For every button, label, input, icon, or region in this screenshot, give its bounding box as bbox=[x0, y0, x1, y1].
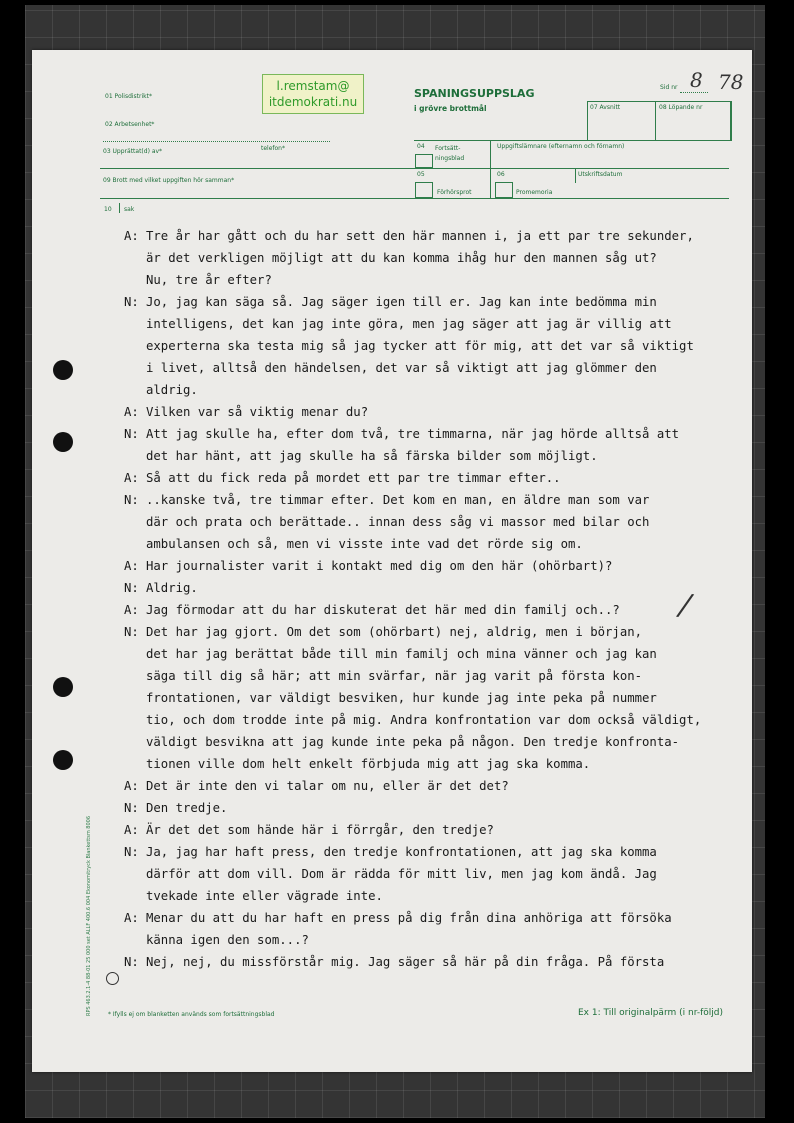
field-sak: sak bbox=[124, 206, 135, 213]
line-text: Har journalister varit i kontakt med dig om den här (ohörbart)? bbox=[146, 559, 613, 573]
line-text: det har hänt, att jag skulle ha så färska bilder som möjligt. bbox=[146, 449, 598, 463]
transcript-line bbox=[124, 863, 724, 885]
line-text: Det har jag gjort. Om det som (ohörbart) nej, aldrig, men i början, bbox=[146, 625, 643, 639]
transcript-line bbox=[124, 621, 724, 643]
page-handwritten: 78 bbox=[718, 70, 744, 94]
line-text: tio, och dom trodde inte på mig. Andra konfrontation var dom också väldigt, bbox=[146, 713, 702, 727]
line-text: Vilken var så viktig menar du? bbox=[146, 405, 369, 419]
speaker-label: N: bbox=[124, 581, 139, 595]
transcript-line bbox=[124, 555, 724, 577]
rule bbox=[119, 203, 120, 213]
line-text: tvekade inte eller vägrade inte. bbox=[146, 889, 383, 903]
transcript-line bbox=[124, 577, 724, 599]
line-text: där och prata och berättade.. innan dess såg vi massor med bilar och bbox=[146, 515, 650, 529]
line-text: därför att dom vill. Dom är rädda för mitt liv, men jag kom ändå. Jag bbox=[146, 867, 657, 881]
checkbox-forhorsprot bbox=[415, 182, 433, 198]
punch-hole bbox=[53, 677, 73, 697]
transcript-line bbox=[124, 687, 724, 709]
field-fortsattning-l2: ningsblad bbox=[435, 155, 465, 162]
field-brott: 09 Brott med vilket uppgiften hör samman* bbox=[103, 177, 235, 184]
line-text: Nu, tre år efter? bbox=[146, 273, 272, 287]
field-forhorsprot-num: 05 bbox=[417, 171, 425, 178]
sid-handwritten: 8 bbox=[690, 68, 703, 92]
transcript-line bbox=[124, 533, 724, 555]
transcript-line bbox=[124, 225, 724, 247]
speaker-label: A: bbox=[124, 911, 139, 925]
line-text: Så att du fick reda på mordet ett par tre timmar efter.. bbox=[146, 471, 561, 485]
line-text: Jag förmodar att du har diskuterat det här med din familj och..? bbox=[146, 603, 620, 617]
line-text: i livet, alltså den händelsen, det var så viktigt att jag glömmer den bbox=[146, 361, 657, 375]
field-upprattat: 03 Upprättat(d) av* bbox=[103, 148, 163, 155]
speaker-label: N: bbox=[124, 493, 139, 507]
line-text: Ja, jag har haft press, den tredje konfrontationen, att jag ska komma bbox=[146, 845, 657, 859]
transcript-line bbox=[124, 731, 724, 753]
field-forhorsprot: Förhörsprot bbox=[437, 189, 472, 196]
transcript-line bbox=[124, 841, 724, 863]
line-text: Tre år har gått och du har sett den här mannen i, ja ett par tre sekunder, bbox=[146, 229, 694, 243]
line-text: aldrig. bbox=[146, 383, 198, 397]
transcript-line bbox=[124, 643, 724, 665]
stamp-line-1: l.remstam@ bbox=[276, 79, 350, 93]
transcript-line bbox=[124, 775, 724, 797]
rule bbox=[490, 140, 491, 198]
transcript-line bbox=[124, 247, 724, 269]
transcript-line bbox=[124, 797, 724, 819]
form-subtitle: i grövre brottmål bbox=[414, 104, 487, 113]
field-avsnitt: 07 Avsnitt bbox=[590, 104, 621, 111]
line-text: intelligens, det kan jag inte göra, men jag säger att jag är villig att bbox=[146, 317, 672, 331]
footer-note: * Ifylls ej om blanketten används som fortsättningsblad bbox=[108, 1011, 275, 1018]
line-text: Nej, nej, du missförstår mig. Jag säger så här på din fråga. På första bbox=[146, 955, 665, 969]
transcript-line bbox=[124, 599, 724, 621]
line-text: Att jag skulle ha, efter dom två, tre timmarna, när jag hörde alltså att bbox=[146, 427, 680, 441]
checkbox-promemoria bbox=[495, 182, 513, 198]
transcript-line bbox=[124, 291, 724, 313]
sid-dotted-line bbox=[680, 92, 708, 93]
punch-hole bbox=[53, 432, 73, 452]
line-text: säga till dig så här; att min svärfar, när jag varit på första kon- bbox=[146, 669, 643, 683]
speaker-label: A: bbox=[124, 229, 139, 243]
transcript-line bbox=[124, 951, 724, 973]
line-text: ambulansen och så, men vi visste inte vad det rörde sig om. bbox=[146, 537, 583, 551]
side-print: RPS 463.2.1-4 88-01 25 000 set ALLF 400.6 004 Ekonomitryck Blankettsm 8006 bbox=[86, 815, 92, 1016]
speaker-label: A: bbox=[124, 779, 139, 793]
form-title: SPANINGSUPPSLAG bbox=[414, 87, 535, 100]
transcript-line bbox=[124, 269, 724, 291]
speaker-label: A: bbox=[124, 823, 139, 837]
transcript-line bbox=[124, 423, 724, 445]
circle-mark bbox=[106, 972, 119, 985]
transcript-line bbox=[124, 885, 724, 907]
speaker-label: A: bbox=[124, 603, 139, 617]
transcript-line bbox=[124, 489, 724, 511]
transcript-line bbox=[124, 753, 724, 775]
line-text: känna igen den som...? bbox=[146, 933, 309, 947]
speaker-label: N: bbox=[124, 295, 139, 309]
line-text: är det verkligen möjligt att du kan komma ihåg hur den mannen såg ut? bbox=[146, 251, 657, 265]
speaker-label: N: bbox=[124, 625, 139, 639]
field-fortsattning-num: 04 bbox=[417, 143, 425, 150]
speaker-label: N: bbox=[124, 955, 139, 969]
transcript bbox=[124, 225, 724, 973]
line-text: frontationen, var väldigt besviken, hur kunde jag inte peka på nummer bbox=[146, 691, 657, 705]
transcript-line bbox=[124, 819, 724, 841]
email-stamp bbox=[262, 74, 364, 114]
line-text: det har jag berättat både till min familj och mina vänner och jag kan bbox=[146, 647, 657, 661]
field-utskriftsdatum: Utskriftsdatum bbox=[578, 171, 623, 178]
transcript-line bbox=[124, 709, 724, 731]
speaker-label: N: bbox=[124, 427, 139, 441]
rule bbox=[414, 140, 729, 141]
checkbox-fortsattningsblad bbox=[415, 154, 433, 168]
speaker-label: N: bbox=[124, 845, 139, 859]
speaker-label: A: bbox=[124, 559, 139, 573]
field-lopande-nr: 08 Löpande nr bbox=[659, 104, 703, 111]
field-polisdistrikt: 01 Polisdistrikt* bbox=[105, 93, 152, 100]
transcript-line bbox=[124, 511, 724, 533]
line-text: väldigt besvikna att jag kunde inte peka på någon. Den tredje konfronta- bbox=[146, 735, 680, 749]
field-promemoria: Promemoria bbox=[516, 189, 553, 196]
field-fortsattning-l1: Fortsätt- bbox=[435, 145, 461, 152]
field-sak-num: 10 bbox=[104, 206, 112, 213]
speaker-label: A: bbox=[124, 471, 139, 485]
transcript-line bbox=[124, 907, 724, 929]
transcript-line bbox=[124, 313, 724, 335]
punch-hole bbox=[53, 750, 73, 770]
transcript-line bbox=[124, 929, 724, 951]
field-uppgiftslamnare: Uppgiftslämnare (efternamn och förnamn) bbox=[497, 143, 625, 150]
rule bbox=[655, 101, 656, 140]
footer-copy: Ex 1: Till originalpärm (i nr-följd) bbox=[578, 1008, 723, 1018]
speaker-label: N: bbox=[124, 801, 139, 815]
line-text: Menar du att du har haft en press på dig från dina anhöriga att försöka bbox=[146, 911, 672, 925]
line-text: Aldrig. bbox=[146, 581, 198, 595]
transcript-line bbox=[124, 467, 724, 489]
line-text: experterna ska testa mig så jag tycker att för mig, att det var så viktigt bbox=[146, 339, 694, 353]
rule bbox=[100, 168, 729, 169]
punch-hole bbox=[53, 360, 73, 380]
transcript-line bbox=[124, 357, 724, 379]
sid-label: Sid nr bbox=[660, 84, 678, 91]
margin-mark: / bbox=[677, 587, 693, 624]
line-text: Är det det som hände här i förrgår, den tredje? bbox=[146, 823, 494, 837]
field-promemoria-num: 06 bbox=[497, 171, 505, 178]
line-text: Det är inte den vi talar om nu, eller är det det? bbox=[146, 779, 509, 793]
field-arbetsenhet: 02 Arbetsenhet* bbox=[105, 121, 155, 128]
line-text: Den tredje. bbox=[146, 801, 228, 815]
transcript-line bbox=[124, 401, 724, 423]
transcript-line bbox=[124, 335, 724, 357]
rule bbox=[575, 168, 576, 183]
transcript-line bbox=[124, 379, 724, 401]
rule bbox=[100, 198, 729, 199]
line-text: tionen ville dom helt enkelt förbjuda mig att jag ska komma. bbox=[146, 757, 591, 771]
line-text: Jo, jag kan säga så. Jag säger igen till er. Jag kan inte bedömma min bbox=[146, 295, 657, 309]
speaker-label: A: bbox=[124, 405, 139, 419]
dotted-line bbox=[103, 141, 330, 142]
transcript-line bbox=[124, 445, 724, 467]
field-telefon: telefon* bbox=[261, 145, 285, 152]
line-text: ..kanske två, tre timmar efter. Det kom en man, en äldre man som var bbox=[146, 493, 650, 507]
transcript-line bbox=[124, 665, 724, 687]
stamp-line-2: itdemokrati.nu bbox=[268, 95, 358, 109]
